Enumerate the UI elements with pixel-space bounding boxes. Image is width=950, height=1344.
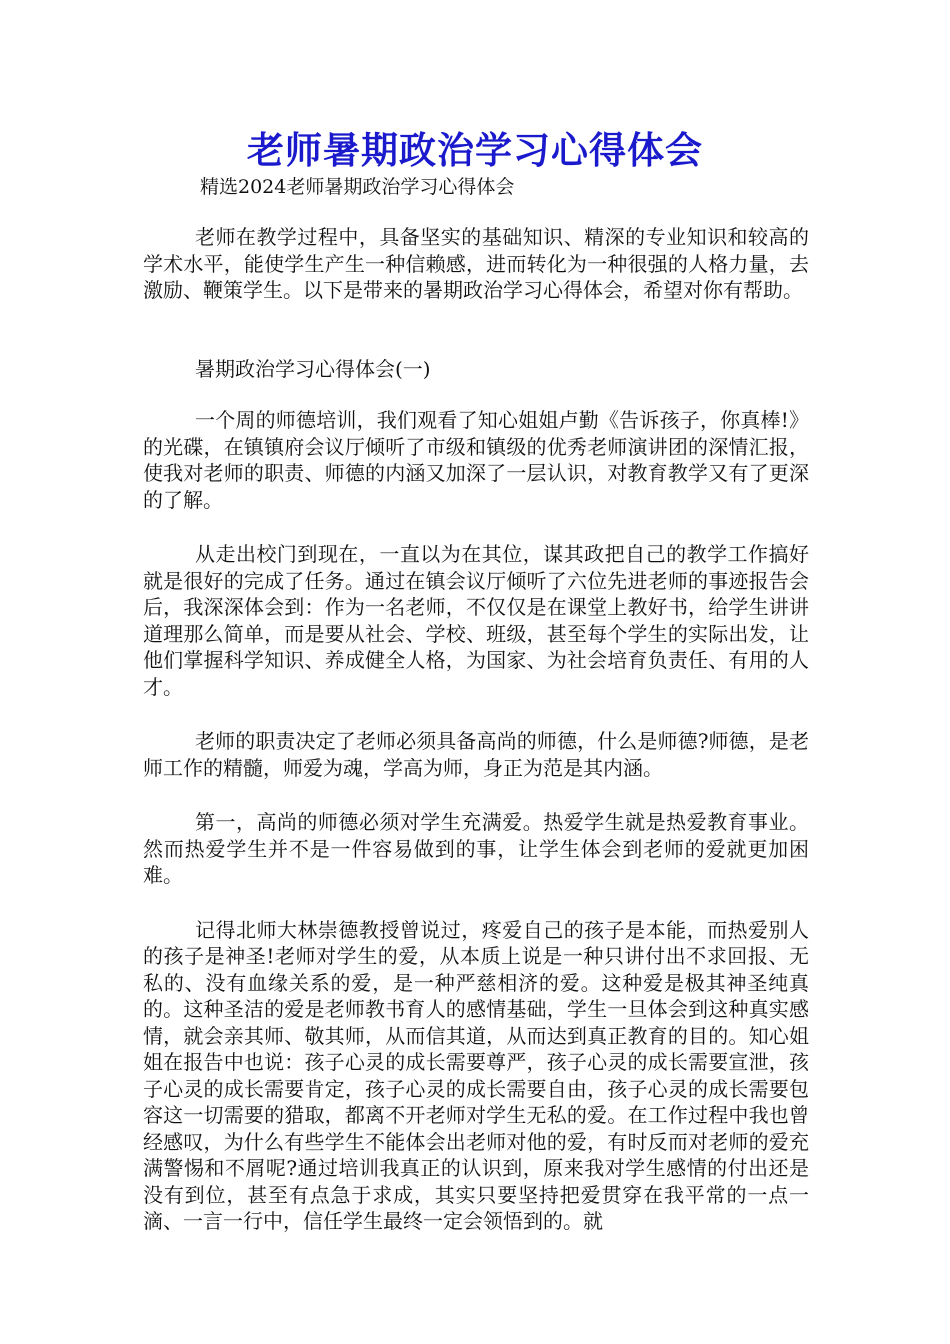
section-heading: 暑期政治学习心得体会(一): [195, 356, 431, 381]
body-paragraph: 记得北师大林崇德教授曾说过，疼爱自己的孩子是本能，而热爱别人的孩子是神圣!老师对学生的爱，从本质上说是一种只讲付出不求回报、无私的、没有血缘关系的爱，是一种严慈相济的爱。这种爱是极其神圣纯真的。这种圣洁的爱是老师教书育人的感情基础，学生一旦体会到这种真实感情，就会亲其师、敬其师，从而信其道，从而达到真正教育的目的。知心姐姐在报告中也说：孩子心灵的成长需要尊严，孩子心灵的成长需要宣泄，孩子心灵的成长需要肯定，孩子心灵的成长需要自由，孩子心灵的成长需要包容这一切需要的猎取，都离不开老师对学生无私的爱。在工作过程中我也曾经感叹，为什么有些学生不能体会出老师对他的爱，有时反而对老师的爱充满警惕和不屑呢?通过培训我真正的认识到，原来我对学生感情的付出还是没有到位，甚至有点急于求成，其实只要坚持把爱贯穿在我平常的一点一滴、一言一行中，信任学生最终一定会领悟到的。就: [143, 917, 809, 1233]
body-paragraph: 从走出校门到现在，一直以为在其位，谋其政把自己的教学工作搞好就是很好的完成了任务。通过在镇会议厅倾听了六位先进老师的事迹报告会后，我深深体会到：作为一名老师，不仅仅是在课堂上教好书，给学生讲讲道理那么简单，而是要从社会、学校、班级，甚至每个学生的实际出发，让他们掌握科学知识、养成健全人格，为国家、为社会培育负责任、有用的人才。: [143, 542, 809, 699]
body-paragraph: 第一，高尚的师德必须对学生充满爱。热爱学生就是热爱教育事业。然而热爱学生并不是一件容易做到的事，让学生体会到老师的爱就更加困难。: [143, 810, 809, 887]
body-paragraph: 一个周的师德培训，我们观看了知心姐姐卢勤《告诉孩子，你真棒!》的光碟，在镇镇府会议厅倾听了市级和镇级的优秀老师演讲团的深情汇报，使我对老师的职责、师德的内涵又加深了一层认识，对教育教学又有了更深的了解。: [143, 408, 809, 512]
document-title: 老师暑期政治学习心得体会: [247, 128, 703, 172]
body-paragraph: 老师的职责决定了老师必须具备高尚的师德，什么是师德?师德，是老师工作的精髓，师爱为魂，学高为师，身正为范是其内涵。: [143, 729, 809, 780]
document-subtitle: 精选2024老师暑期政治学习心得体会: [200, 176, 515, 198]
intro-paragraph: 老师在教学过程中，具备坚实的基础知识、精深的专业知识和较高的学术水平，能使学生产生一种信赖感，进而转化为一种很强的人格力量，去激励、鞭策学生。以下是带来的暑期政治学习心得体会，希望对你有帮助。: [143, 225, 809, 302]
document-body: [143, 224, 809, 1263]
